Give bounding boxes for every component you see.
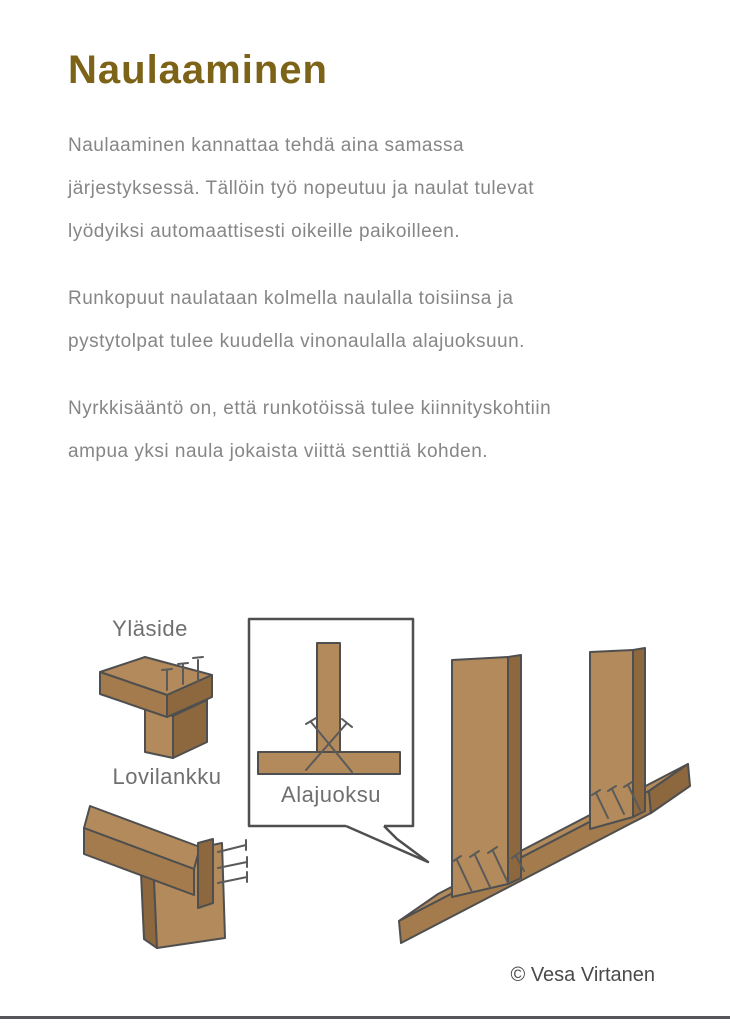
frame-illustration xyxy=(399,648,690,943)
text-line: lyödyiksi automaattisesti oikeille paikoilleen. xyxy=(68,221,461,242)
alajuoksu-bottom-plate xyxy=(258,752,400,774)
frame-left-stud-side-face xyxy=(508,655,521,884)
page-title: Naulaaminen xyxy=(68,48,328,92)
frame-plate-end-face xyxy=(649,764,690,813)
label-ylaside: Yläside xyxy=(112,616,188,641)
frame-left-stud-front-face xyxy=(452,657,508,897)
lovilankku-illustration xyxy=(84,806,247,948)
callout-tail xyxy=(346,826,428,862)
alajuoksu-stud xyxy=(317,643,340,754)
lovilankku-notch-cheek xyxy=(198,839,213,908)
alajuoksu-callout xyxy=(249,619,428,862)
text-line: Nyrkkisääntö on, että runkotöissä tulee kiinnityskohtiin xyxy=(68,398,552,419)
label-lovilankku: Lovilankku xyxy=(112,764,222,789)
text-line: Runkopuut naulataan kolmella naulalla toisiinsa ja xyxy=(68,288,514,309)
text-line: Naulaaminen kannattaa tehdä aina samassa xyxy=(68,135,465,156)
copyright-credit: © Vesa Virtanen xyxy=(510,964,655,986)
paragraph-rule-of-thumb xyxy=(68,387,698,473)
text-line: järjestyksessä. Tällöin työ nopeutuu ja naulat tulevat xyxy=(68,178,535,199)
paragraph-nailing-order xyxy=(68,124,698,253)
paragraph-nail-counts xyxy=(68,277,698,363)
page-bottom-border xyxy=(0,1016,730,1019)
frame-right-stud-side-face xyxy=(633,648,645,817)
text-line: pystytolpat tulee kuudella vinonaulalla alajuoksuun. xyxy=(68,331,525,352)
label-alajuoksu: Alajuoksu xyxy=(281,782,381,807)
frame-right-stud-front-face xyxy=(590,650,633,829)
text-line: ampua yksi naula jokaista viittä senttiä kohden. xyxy=(68,441,489,462)
ylaside-illustration xyxy=(100,657,212,758)
